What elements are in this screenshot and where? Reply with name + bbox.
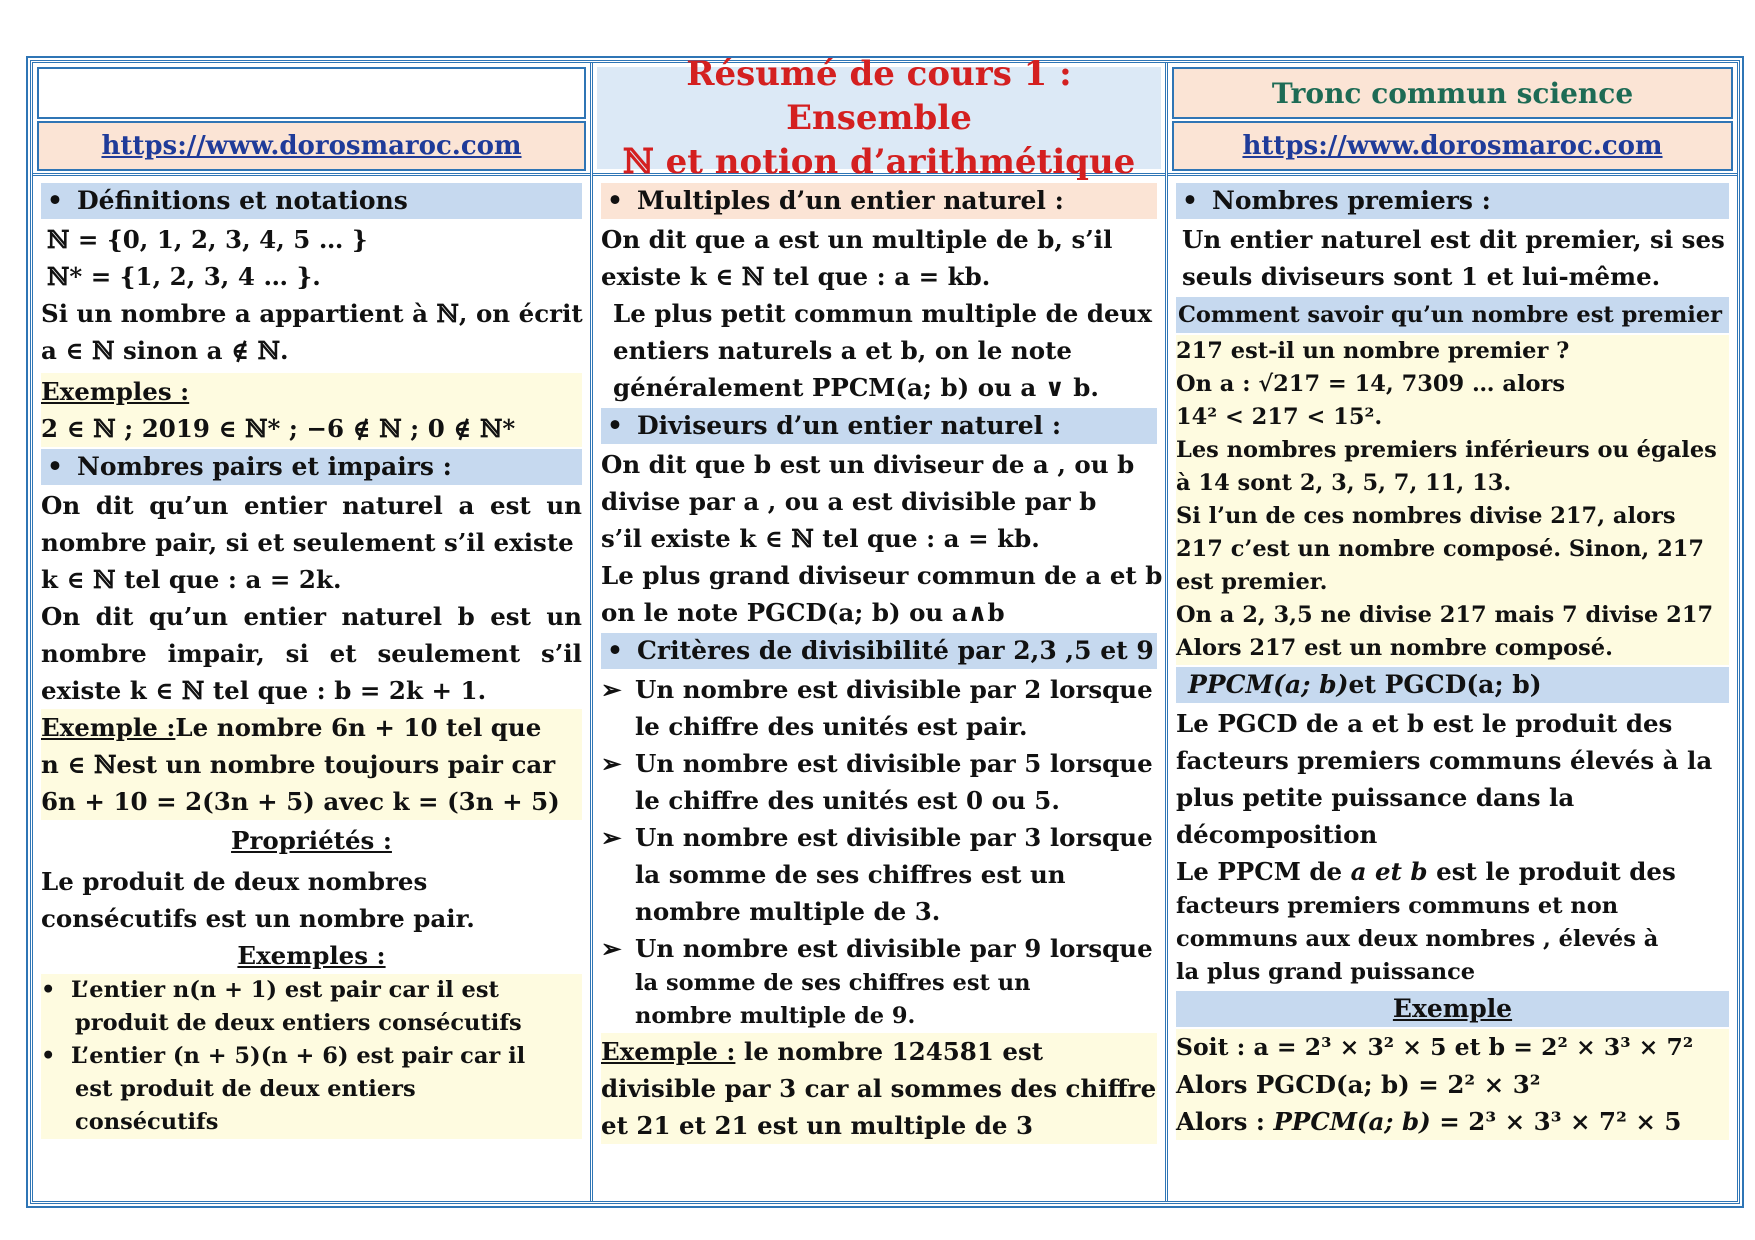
header-left xyxy=(33,63,590,176)
column-left xyxy=(33,63,593,1201)
text-line: Le PGCD de a et b est le produit des xyxy=(1176,709,1673,738)
website-link-left[interactable]: https://www.dorosmaroc.com xyxy=(101,131,522,161)
arrow-bullet-icon: ➢ xyxy=(601,749,622,778)
example-box xyxy=(1176,1029,1729,1140)
column-right-body xyxy=(1168,175,1737,1201)
list-item-text: L’entier n(n + 1) est pair car il est xyxy=(71,977,499,1003)
text-line: On a 2, 3,5 ne divise 217 mais 7 divise 217 xyxy=(1176,602,1714,628)
nstar-set: ℕ* = {1, 2, 3, 4 … }. xyxy=(47,262,321,291)
text-span: a et b xyxy=(1350,857,1428,886)
criterion-item xyxy=(601,671,1157,708)
text-line: Si un nombre a appartient à ℕ, on écrit xyxy=(41,299,583,328)
criterion-text: Un nombre est divisible par 2 lorsque xyxy=(635,675,1153,704)
url-box-left xyxy=(37,121,586,171)
column-left-body xyxy=(33,175,590,1201)
section-heading-multiples: • Multiples d’un entier naturel : xyxy=(601,183,1157,219)
text-line: à 14 sont 2, 3, 5, 7, 11, 13. xyxy=(1176,470,1512,496)
list-item-text: est produit de deux entiers xyxy=(75,1076,416,1102)
text-line xyxy=(1176,853,1729,890)
criterion-item xyxy=(601,819,1157,856)
text-line: nombre impair, si et seulement s’il xyxy=(41,639,582,668)
criterion-text: le chiffre des unités est 0 ou 5. xyxy=(635,786,1060,815)
section-heading-criteria: • Critères de divisibilité par 2,3 ,5 et 9 xyxy=(601,633,1157,669)
arrow-bullet-icon: ➢ xyxy=(601,675,622,704)
ppcm-notation: PPCM(a; b) xyxy=(1188,670,1349,699)
text-span: est le produit des xyxy=(1427,857,1676,886)
text-line: s’il existe k ∈ ℕ tel que : a = kb. xyxy=(601,524,1040,553)
text-line: nombre pair, si et seulement s’il existe xyxy=(41,528,574,557)
text-line: généralement PPCM(a; b) ou a ∨ b. xyxy=(613,373,1099,402)
example-label: Exemple : xyxy=(41,713,176,742)
criterion-text: nombre multiple de 9. xyxy=(635,1003,916,1029)
section-heading-divisors: • Diviseurs d’un entier naturel : xyxy=(601,408,1157,444)
example-label: Exemple : xyxy=(601,1037,736,1066)
text-line: On a : √217 = 14, 7309 … alors xyxy=(1176,371,1566,397)
n-set: ℕ = {0, 1, 2, 3, 4, 5 … } xyxy=(47,225,368,254)
column-middle-body xyxy=(593,175,1165,1201)
text-line: Le plus grand diviseur commun de a et b xyxy=(601,561,1163,590)
example-text: Le nombre 6n + 10 tel que xyxy=(175,713,542,742)
text-line: divise par a , ou a est divisible par b xyxy=(601,487,1097,516)
text-line: Les nombres premiers inférieurs ou égales xyxy=(1176,437,1717,463)
section-heading-text: Diviseurs d’un entier naturel : xyxy=(637,411,1062,440)
example-line: divisible par 3 car al sommes des chiffre xyxy=(601,1074,1157,1103)
website-link-right[interactable]: https://www.dorosmaroc.com xyxy=(1242,131,1663,161)
example-line: n ∈ ℕest un nombre toujours pair car xyxy=(41,750,556,779)
example-line: 2 ∈ ℕ ; 2019 ∈ ℕ* ; −6 ∉ ℕ ; 0 ∉ ℕ* xyxy=(41,414,516,443)
text-line: seuls diviseurs sont 1 et lui-même. xyxy=(1182,262,1661,291)
section-heading-definitions: • Définitions et notations xyxy=(41,183,582,219)
text-line: entiers naturels a et b, on le note xyxy=(613,336,1072,365)
text-line: est premier. xyxy=(1176,569,1328,595)
list-item: • L’entier n(n + 1) est pair car il est xyxy=(41,977,499,1003)
criterion-text: le chiffre des unités est pair. xyxy=(635,712,1028,741)
column-middle xyxy=(593,54,1168,1201)
section-heading-text: Nombres pairs et impairs : xyxy=(77,452,452,481)
course-sheet xyxy=(30,54,1740,1204)
example-line: Soit : a = 2³ × 3² × 5 et b = 2² × 3³ × 7² xyxy=(1176,1033,1694,1061)
title-line-1: Résumé de cours 1 : Ensemble xyxy=(686,54,1072,138)
text-span: Alors : xyxy=(1176,1107,1274,1136)
text-line: Le plus petit commun multiple de deux xyxy=(613,299,1152,328)
list-item-text: L’entier (n + 5)(n + 6) est pair car il xyxy=(71,1043,526,1069)
section-heading-ppcm-pgcd xyxy=(1176,667,1729,703)
text-line: 14² < 217 < 15². xyxy=(1176,404,1383,430)
text-line: Un entier naturel est dit premier, si ses xyxy=(1182,225,1725,254)
example-line xyxy=(1176,1103,1729,1140)
text-line: k ∈ ℕ tel que : a = 2k. xyxy=(41,565,342,594)
example-title: Exemples : xyxy=(41,377,190,406)
text-line: On dit qu’un entier naturel a est un xyxy=(41,491,582,520)
example-box xyxy=(1176,335,1729,665)
text-line: existe k ∈ ℕ tel que : b = 2k + 1. xyxy=(41,676,487,705)
example-box xyxy=(41,709,582,820)
example-line: Alors PGCD(a; b) = 2² × 3² xyxy=(1176,1070,1541,1099)
text-line: On dit qu’un entier naturel b est un xyxy=(41,602,582,631)
text-line: facteurs premiers communs élevés à la xyxy=(1176,746,1713,775)
criterion-text: nombre multiple de 3. xyxy=(635,897,941,926)
list-item-text: consécutifs xyxy=(75,1109,219,1135)
title-line-2: ℕ et notion d’arithmétique xyxy=(622,142,1136,182)
text-span: Le PPCM de xyxy=(1176,857,1351,886)
example-box xyxy=(601,1033,1157,1144)
text-line: Le produit de deux nombres xyxy=(41,867,428,896)
list-item: • L’entier (n + 5)(n + 6) est pair car il xyxy=(41,1043,526,1069)
criterion-text: Un nombre est divisible par 9 lorsque xyxy=(635,934,1153,963)
section-heading-how: Comment savoir qu’un nombre est premier xyxy=(1176,297,1729,333)
criterion-text: Un nombre est divisible par 3 lorsque xyxy=(635,823,1153,852)
properties-title: Propriétés : xyxy=(231,826,392,855)
page-title xyxy=(597,54,1161,182)
example-line xyxy=(41,709,582,746)
example-box xyxy=(41,974,582,1139)
text-line: Alors 217 est un nombre composé. xyxy=(1176,635,1613,661)
example-text: le nombre 124581 est xyxy=(735,1037,1044,1066)
text-line: Si l’un de ces nombres divise 217, alors xyxy=(1176,503,1676,529)
text-span: PPCM(a; b) xyxy=(1273,1107,1431,1136)
text-line: consécutifs est un nombre pair. xyxy=(41,904,475,933)
example-title: Exemple xyxy=(1176,991,1729,1027)
level-label: Tronc commun science xyxy=(1172,67,1733,119)
header-right xyxy=(1168,63,1737,176)
section-heading-text: Critères de divisibilité par 2,3 ,5 et 9 xyxy=(637,636,1154,665)
pgcd-notation: et PGCD(a; b) xyxy=(1348,670,1542,699)
arrow-bullet-icon: ➢ xyxy=(601,934,622,963)
text-line: a ∈ ℕ sinon a ∉ ℕ. xyxy=(41,336,289,365)
text-line: plus petite puissance dans la xyxy=(1176,783,1575,812)
section-heading-primes: • Nombres premiers : xyxy=(1176,183,1729,219)
text-line: facteurs premiers communs et non xyxy=(1176,893,1619,919)
criterion-text: la somme de ses chiffres est un xyxy=(635,860,1066,889)
blank-box xyxy=(37,67,586,119)
text-line: On dit que b est un diviseur de a , ou b xyxy=(601,450,1135,479)
criterion-text: Un nombre est divisible par 5 lorsque xyxy=(635,749,1153,778)
list-item-text: produit de deux entiers consécutifs xyxy=(75,1010,522,1036)
example-box xyxy=(41,373,582,447)
column-right xyxy=(1168,63,1737,1201)
text-line: communs aux deux nombres , élevés à xyxy=(1176,926,1659,952)
criterion-text: la somme de ses chiffres est un xyxy=(635,970,1031,996)
section-heading-text: Définitions et notations xyxy=(77,186,408,215)
arrow-bullet-icon: ➢ xyxy=(601,823,622,852)
example-line: 6n + 10 = 2(3n + 5) avec k = (3n + 5) xyxy=(41,787,560,816)
text-line: 217 est-il un nombre premier ? xyxy=(1176,338,1570,364)
criterion-item xyxy=(601,930,1157,967)
example-line xyxy=(601,1033,1157,1070)
text-line: On dit que a est un multiple de b, s’il xyxy=(601,225,1113,254)
url-box-right xyxy=(1172,121,1733,171)
text-line: 217 c’est un nombre composé. Sinon, 217 xyxy=(1176,536,1705,562)
text-span: = 2³ × 3³ × 7² × 5 xyxy=(1430,1107,1682,1136)
text-line: on le note PGCD(a; b) ou a∧b xyxy=(601,598,1005,627)
section-heading-text: Multiples d’un entier naturel : xyxy=(637,186,1064,215)
section-heading-pairs: • Nombres pairs et impairs : xyxy=(41,449,582,485)
text-line: décomposition xyxy=(1176,820,1378,849)
criterion-item xyxy=(601,745,1157,782)
header-middle xyxy=(593,54,1165,182)
section-heading-text: Nombres premiers : xyxy=(1212,186,1491,215)
text-line: existe k ∈ ℕ tel que : a = kb. xyxy=(601,262,991,291)
example-line: et 21 et 21 est un multiple de 3 xyxy=(601,1111,1034,1140)
text-line: la plus grand puissance xyxy=(1176,959,1476,985)
examples-title: Exemples : xyxy=(237,941,386,970)
